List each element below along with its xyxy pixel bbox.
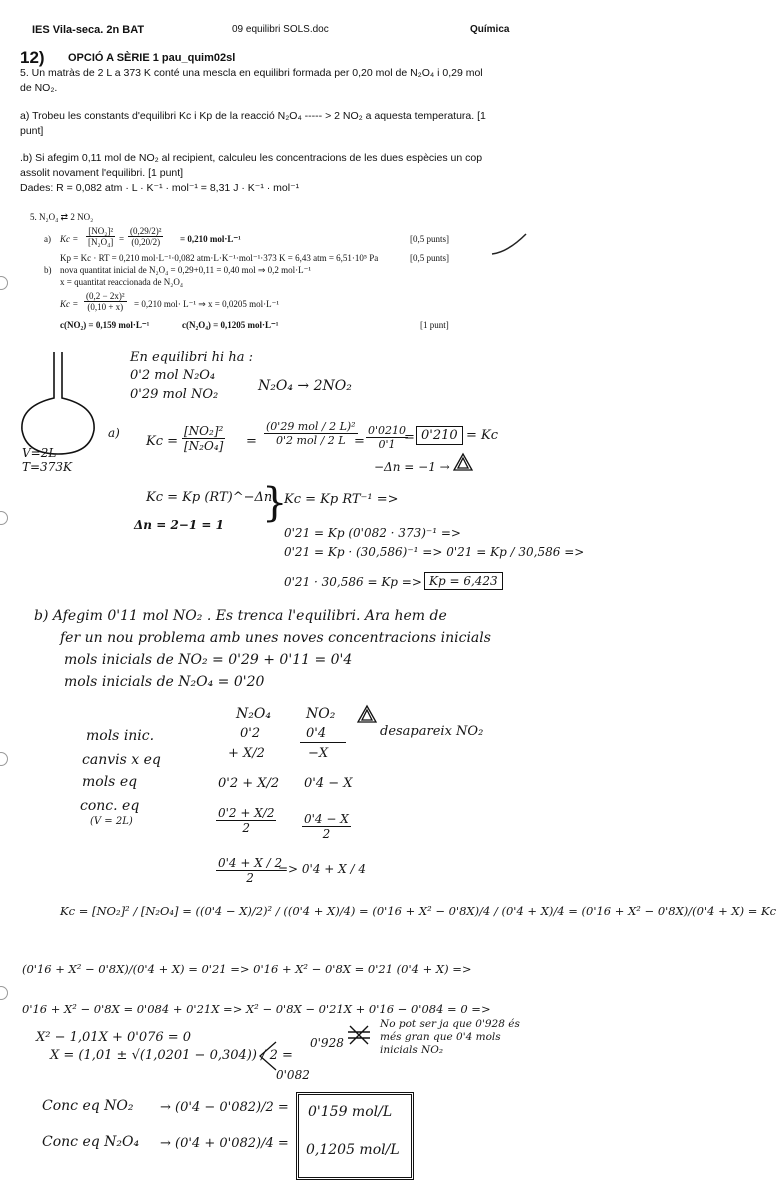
hand-row-inicial: mols inic. [86,728,155,744]
hand-reaction: N₂O₄ → 2NO₂ [258,378,352,394]
hand-eq: = [246,434,257,449]
solution-b-frac: $\frac{\text{(0,2 − 2x)²}}{(0,10 + x)}$ [86,291,125,312]
hand-kc-frac3: $\frac{0'0210}{0'1}$ [368,424,407,451]
hand-final-no2-val: 0'159 mol/L [308,1104,393,1120]
hand-chg-n2o4: + X/2 [228,746,265,761]
hand-mols-n2o4: mols inicials de N₂O₄ = 0'20 [64,674,265,690]
header-filename: 09 equilibri SOLS.doc [232,24,329,35]
solution-points: [1 punt] [420,320,449,330]
hand-final-n2o4-label: Conc eq N₂O₄ [42,1134,140,1150]
hand-kc-boxed: 0'210 [416,426,463,445]
solution-eq: = [119,234,125,244]
solution-reaction: 5. N₂O₄ ⇄ 2 NO₂ [30,212,94,222]
hand-delta-n: Δn = 2−1 = 1 [134,518,224,532]
cross-out-icon [346,1022,372,1048]
punch-hole [0,511,8,525]
hand-equation: 0'16 + X² − 0'8X = 0'084 + 0'21X => X² − 0'8X − 0'21X + 0'16 − 0'084 = 0 => [22,1002,491,1016]
statement-line: de NO₂. [20,82,58,94]
part-b-statement: assolit novament l'equilibri. [1 punt] [20,167,184,179]
hand-root-note: No pot ser ja que 0'928 és més gran que 0'4 mols inicials NO₂ [380,1018,520,1056]
punch-hole [0,752,8,766]
problem-series: OPCIÓ A SÈRIE 1 pau_quim02sl [68,52,236,64]
hand-row-conc-note: (V = 2L) [90,816,133,827]
hand-kc-kp: Kc = Kp RT⁻¹ => [284,492,399,507]
hand-eq-n2o4: 0'2 + X/2 [218,776,280,791]
hand-mols-no2: mols inicials de NO₂ = 0'29 + 0'11 = 0'4 [64,652,353,668]
hand-eq-no2: 0'4 − X [304,776,353,791]
solution-points: [0,5 punts] [410,234,449,244]
hand-step: 0'21 · 30,586 = Kp => [284,575,422,589]
hand-b-intro: b) Afegim 0'11 mol NO₂ . Es trenca l'equilibri. Ara hem de [34,608,447,624]
part-a-statement: punt] [20,125,44,137]
problem-number: 12) [20,48,45,67]
statement-line: 5. Un matràs de 2 L a 373 K conté una mescla en equilibri formada per 0,20 mol de N₂O₄ i 0,29 mol [20,67,483,79]
solution-b-kc-left: Kc = [60,299,79,309]
solution-kc-frac: $\frac{\text{[NO₂]²}}{\text{[N₂O₄]}}$ [88,226,114,247]
data-line: Dades: R = 0,082 atm · L · K⁻¹ · mol⁻¹ = 8,31 J · K⁻¹ · mol⁻¹ [20,182,300,194]
hand-brace: } [262,480,288,526]
hand-final-n2o4-val: 0,1205 mol/L [306,1142,400,1158]
solution-conc-no2: c(NO₂) = 0,159 mol·L⁻¹ [60,320,150,330]
hand-chg-no2: −X [308,746,329,761]
hand-equation: X² − 1,01X + 0'076 = 0 [36,1030,192,1045]
hand-mol-no2: 0'29 mol NO₂ [130,387,219,402]
divider [300,742,346,743]
solution-b-line: nova quantitat inicial de N₂O₄ = 0,29+0,11 = 0,40 mol ⇒ 0,2 mol·L⁻¹ [60,265,312,275]
part-b-statement: .b) Si afegim 0,11 mol de NO₂ al recipient, calculeu les concentracions de les dues espècies un cop [20,152,483,164]
hand-conc-n2o4: $\frac{0'2 + X/2}{2}$ [218,806,275,835]
solution-kc-result: = 0,210 mol·L⁻¹ [180,234,241,244]
hand-kc-frac: $\frac{\text{[NO₂]²}}{\text{[N₂O₄]}}$ [184,424,224,453]
hand-note-desapareix: desapareix NO₂ [380,724,484,739]
part-a-statement: a) Trobeu les constants d'equilibri Kc i Kp de la reacció N₂O₄ ----- > 2 NO₂ a aquesta temperatura. [1 [20,110,486,122]
hand-root-b: 0'082 [276,1068,310,1082]
check-mark-icon [490,228,530,258]
hand-row-eq: mols eq [82,774,138,790]
hand-kc-frac2: $\frac{\text{(0'29 mol / 2 L)²}}{\text{0'2 mol / 2 L}}$ [266,420,356,447]
hand-sol-formula: X = (1,01 ± √(1,0201 − 0,304)) / 2 = [50,1048,293,1063]
hand-col-no2: NO₂ [306,706,336,722]
hand-col-n2o4: N₂O₄ [236,706,271,722]
hand-row-canvis: canvis x eq [82,752,161,768]
hand-kp-formula: Kc = Kp (RT)^−Δn [146,490,273,505]
warning-triangle-icon [356,704,378,724]
hand-equation: (0'16 + X² − 0'8X)/(0'4 + X) = 0'21 => 0'16 + X² − 0'8X = 0'21 (0'4 + X) => [22,962,472,976]
hand-equilibrium-title: En equilibri hi ha : [130,350,253,365]
hand-conc-no2: $\frac{0'4 - X}{2}$ [304,812,349,841]
hand-b-intro: fer un nou problema amb unes noves concentracions inicials [60,630,491,646]
hand-kp-boxed: Kp = 6,423 [424,572,503,590]
hand-kc-lhs: Kc = [146,434,179,449]
hand-eq: = [354,434,365,449]
hand-step: 0'21 = Kp · (30,586)⁻¹ => 0'21 = Kp / 30,586 => [284,545,585,559]
hand-root-a: 0'928 [310,1036,344,1050]
solution-kc-frac2: $\frac{\text{(0,29/2)²}}{(0,20/2)}$ [130,226,162,247]
hand-kc-tail: = Kc [466,428,499,443]
hand-step: 0'21 = Kp (0'082 · 373)⁻¹ => [284,526,461,540]
branch-lines [258,1040,278,1072]
solution-kc-left: Kc = [60,234,79,244]
hand-final-no2-label: Conc eq NO₂ [42,1098,134,1114]
hand-part-a-label: a) [108,426,120,440]
hand-init-n2o4: 0'2 [240,726,261,741]
hand-final-n2o4-expr: → (0'4 + 0'082)/4 = [160,1136,289,1151]
hand-row-conc: conc. eq [80,798,140,814]
punch-hole [0,986,8,1000]
header-subject: Química [470,24,510,35]
hand-final-no2-expr: → (0'4 − 0'082)/2 = [160,1100,289,1115]
hand-volume: V=2L [22,446,57,460]
warning-triangle-icon [452,452,474,472]
hand-simp: $\frac{0'4 + X / 2}{2}$ [218,856,283,885]
solution-b-label: b) [44,265,52,275]
punch-hole [0,276,8,290]
hand-eq: = [404,430,415,445]
hand-delta-note: −Δn = −1 → [374,460,450,474]
hand-mol-n2o4: 0'2 mol N₂O₄ [130,368,216,383]
solution-kp-line: Kp = Kc · RT = 0,210 mol·L⁻¹·0,082 atm·L·K⁻¹·mol⁻¹·373 K = 6,43 atm = 6,51·10⁵ Pa [60,253,379,263]
hand-simp-result: => 0'4 + X / 4 [278,862,367,876]
solution-b-line: x = quantitat reaccionada de N₂O₄ [60,277,184,287]
hand-kc-line: Kc = [NO₂]² / [N₂O₄] = ((0'4 − X)/2)² / ((0'4 + X)/4) = (0'16 + X² − 0'8X)/4 / (0'4 + X)/4 = (0'16 + X² − 0'8X)/(0'4 + X) = Kc [60,904,776,918]
hand-temperature: T=373K [22,460,72,474]
solution-b-rest: = 0,210 mol· L⁻¹ ⇒ x = 0,0205 mol·L⁻¹ [134,299,280,309]
solution-conc-n2o4: c(N₂O₄) = 0,1205 mol·L⁻¹ [182,320,279,330]
hand-init-no2: 0'4 [306,726,327,741]
flask-drawing [14,350,104,458]
header-school: IES Vila-seca. 2n BAT [32,24,145,36]
solution-a-label: a) [44,234,51,244]
solution-points: [0,5 punts] [410,253,449,263]
